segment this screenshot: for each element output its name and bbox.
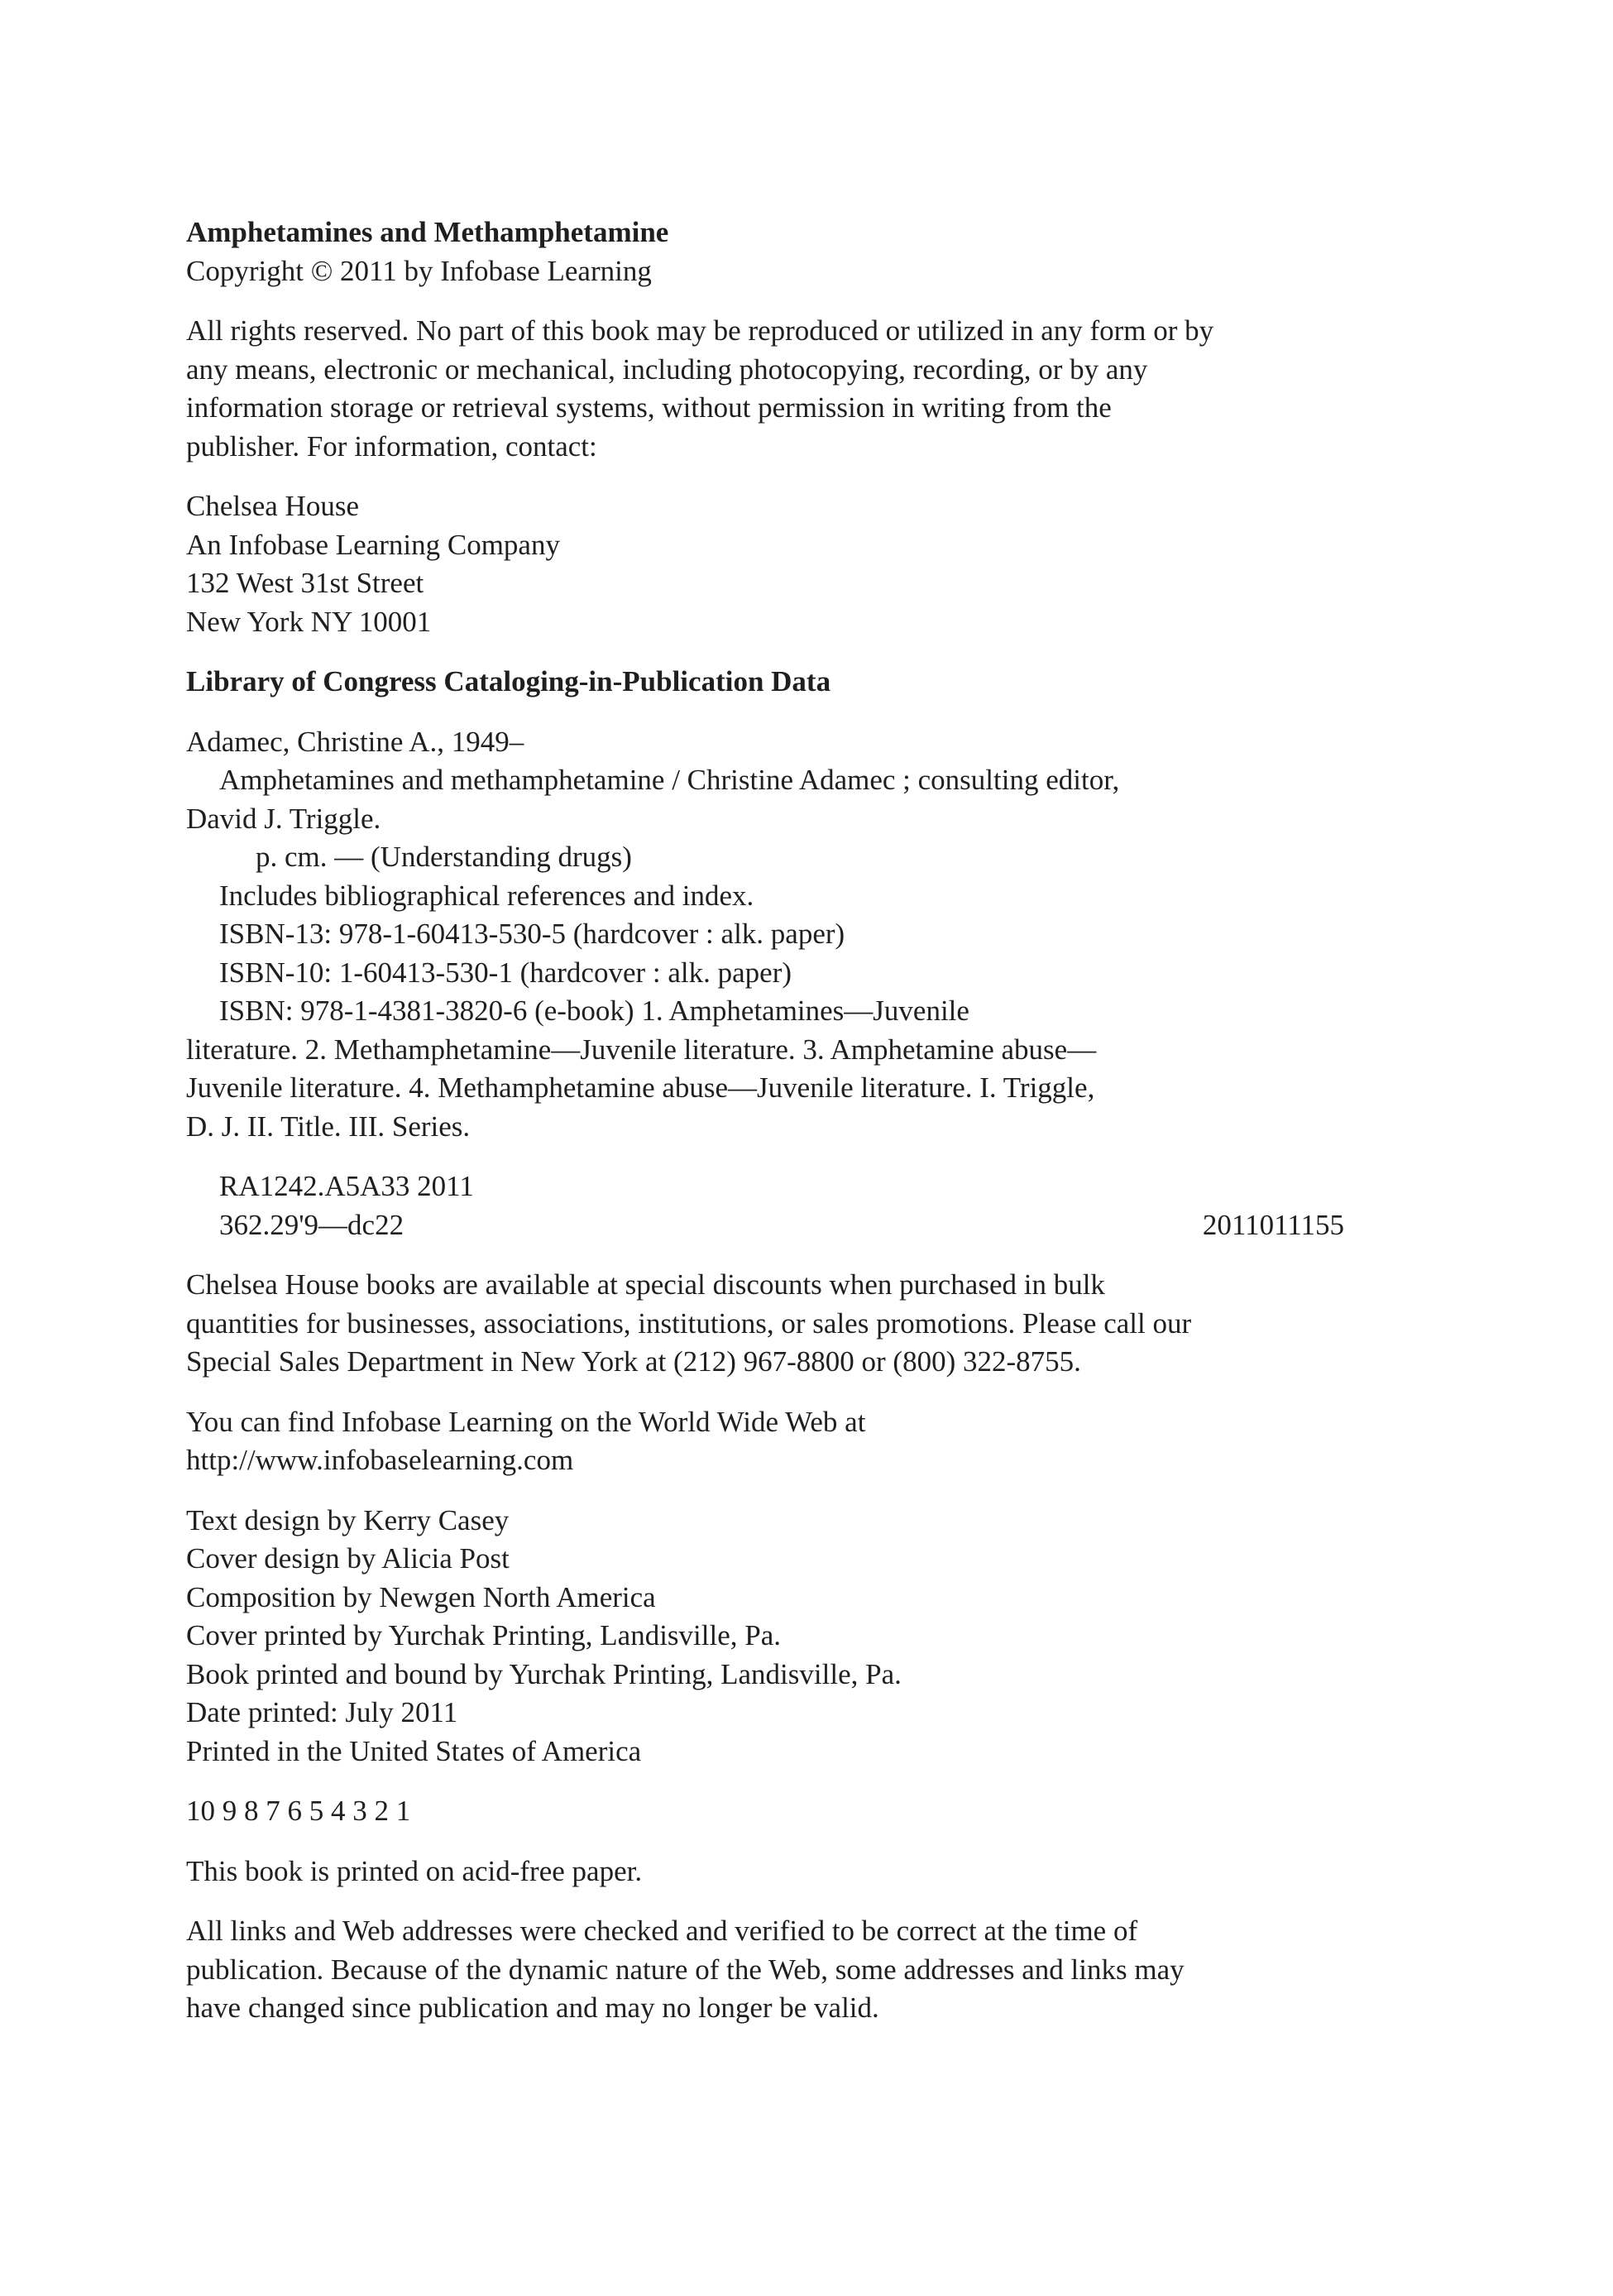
- rights-line: any means, electronic or mechanical, including photocopying, recording, or by any: [186, 352, 1148, 386]
- credit-line: Cover design by Alicia Post: [186, 1542, 510, 1575]
- address-line: Chelsea House: [186, 490, 359, 522]
- title-block: [186, 213, 1344, 290]
- credit-line: Date printed: July 2011: [186, 1696, 458, 1728]
- printing-line: 10 9 8 7 6 5 4 3 2 1: [186, 1795, 411, 1827]
- rights-paragraph: [186, 312, 1344, 466]
- cip-pcm: p. cm. — (Understanding drugs): [256, 841, 632, 873]
- links-note: [186, 1912, 1344, 2028]
- cip-heading-block: [186, 663, 1344, 702]
- credits-list: [186, 1502, 1344, 1771]
- cip-classification: [186, 1167, 1344, 1244]
- links-note-line: publication. Because of the dynamic nature of the Web, some addresses and links may: [186, 1953, 1185, 1986]
- cip-subjects: literature. 2. Methamphetamine—Juvenile literature. 3. Amphetamine abuse—: [186, 1033, 1097, 1066]
- credit-line: Cover printed by Yurchak Printing, Landisville, Pa.: [186, 1619, 782, 1651]
- book-title: Amphetamines and Methamphetamine: [186, 216, 669, 248]
- cip-author: Adamec, Christine A., 1949–: [186, 725, 524, 758]
- credit-line: Printed in the United States of America: [186, 1734, 642, 1767]
- dewey-number: 362.29'9—dc22: [219, 1208, 404, 1241]
- links-note-line: All links and Web addresses were checked and verified to be correct at the time of: [186, 1915, 1138, 1947]
- credit-line: Book printed and bound by Yurchak Printing, Landisville, Pa.: [186, 1657, 902, 1690]
- printing-line-block: [186, 1792, 1344, 1831]
- lccn-number: 2011011155: [1202, 1208, 1344, 1241]
- cip-subjects: D. J. II. Title. III. Series.: [186, 1110, 471, 1143]
- sales-line: Special Sales Department in New York at (212) 967-8800 or (800) 322-8755.: [186, 1345, 1081, 1378]
- cip-biblio: Includes bibliographical references and index.: [219, 879, 754, 912]
- cip-title-cont: David J. Triggle.: [186, 802, 381, 835]
- cip-title: Amphetamines and methamphetamine / Christine Adamec ; consulting editor,: [219, 764, 1120, 796]
- address-line: New York NY 10001: [186, 605, 432, 638]
- rights-line: All rights reserved. No part of this book may be reproduced or utilized in any form or by: [186, 314, 1214, 347]
- cip-subjects: Juvenile literature. 4. Methamphetamine abuse—Juvenile literature. I. Triggle,: [186, 1071, 1095, 1104]
- rights-line: publisher. For information, contact:: [186, 429, 597, 463]
- sales-line: quantities for businesses, associations, institutions, or sales promotions. Please call our: [186, 1306, 1192, 1340]
- copyright-line: Copyright © 2011 by Infobase Learning: [186, 254, 652, 287]
- links-note-line: have changed since publication and may no longer be valid.: [186, 1992, 879, 2024]
- copyright-page: [186, 213, 1344, 2049]
- credit-line: Text design by Kerry Casey: [186, 1503, 510, 1536]
- acid-free-note: This book is printed on acid-free paper.: [186, 1854, 643, 1887]
- web-line: You can find Infobase Learning on the World Wide Web at: [186, 1405, 866, 1438]
- address-line: An Infobase Learning Company: [186, 528, 560, 561]
- cip-heading: Library of Congress Cataloging-in-Publication Data: [186, 665, 831, 697]
- web-url: http://www.infobaselearning.com: [186, 1444, 574, 1476]
- cip-isbn10: ISBN-10: 1-60413-530-1 (hardcover : alk. paper): [219, 956, 792, 989]
- credit-line: Composition by Newgen North America: [186, 1580, 656, 1613]
- address-line: 132 West 31st Street: [186, 567, 424, 599]
- rights-line: information storage or retrieval systems, without permission in writing from the: [186, 391, 1112, 424]
- publisher-address: [186, 487, 1344, 641]
- cip-isbn13: ISBN-13: 978-1-60413-530-5 (hardcover : alk. paper): [219, 918, 845, 950]
- sales-paragraph: [186, 1266, 1344, 1382]
- acid-free-block: [186, 1853, 1344, 1891]
- dewey-row: [186, 1206, 1344, 1245]
- cip-isbn-ebook: ISBN: 978-1-4381-3820-6 (e-book) 1. Amphetamines—Juvenile: [219, 995, 969, 1027]
- cip-record: [186, 723, 1344, 1147]
- lc-class: RA1242.A5A33 2011: [219, 1170, 474, 1202]
- sales-line: Chelsea House books are available at special discounts when purchased in bulk: [186, 1268, 1105, 1301]
- web-paragraph: [186, 1403, 1344, 1480]
